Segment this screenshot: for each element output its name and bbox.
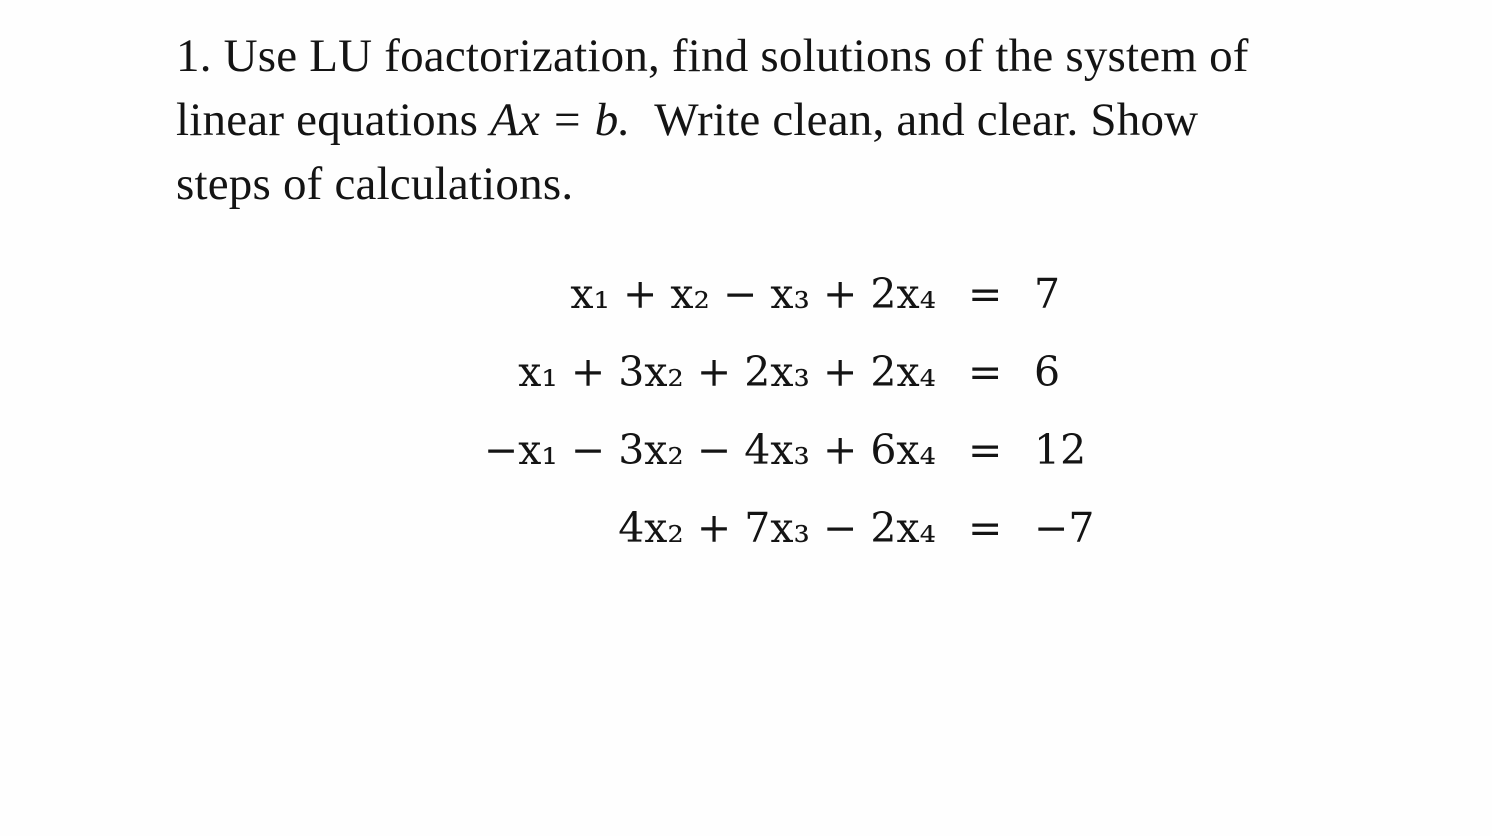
problem-line-3 <box>176 152 1376 216</box>
equation-rhs: 12 <box>1034 426 1087 474</box>
inline-math-equals: = <box>554 94 581 146</box>
equation-row <box>0 504 1492 568</box>
problem-line-2 <box>176 88 1376 152</box>
inline-math-ax: Ax <box>490 94 541 146</box>
equation-row <box>0 270 1492 334</box>
equation-rhs: 6 <box>1034 348 1061 396</box>
equals-sign: = <box>968 426 1003 474</box>
equals-sign: = <box>968 348 1003 396</box>
problem-text-2-post: Write clean, and clear. Show <box>654 94 1199 146</box>
equation-lhs: x₁ + 3x₂ + 2x₃ + 2x₄ <box>518 348 936 396</box>
equation-lhs: x₁ + x₂ − x₃ + 2x₄ <box>570 270 936 318</box>
equation-lhs: 4x₂ + 7x₃ − 2x₄ <box>618 504 936 552</box>
equation-rhs: −7 <box>1034 504 1095 552</box>
equation-lhs: −x₁ − 3x₂ − 4x₃ + 6x₄ <box>483 426 936 474</box>
problem-statement <box>176 24 1376 216</box>
equation-row <box>0 426 1492 490</box>
inline-math-b: b. <box>594 94 631 146</box>
equals-sign: = <box>968 270 1003 318</box>
problem-text-2-pre: linear equations <box>176 94 479 146</box>
equation-row <box>0 348 1492 412</box>
problem-text-1: Use LU foactorization, find solutions of the system of <box>223 30 1249 82</box>
equation-rhs: 7 <box>1034 270 1061 318</box>
equals-sign: = <box>968 504 1003 552</box>
problem-number: 1. <box>176 30 212 82</box>
problem-text-3: steps of calculations. <box>176 158 574 210</box>
problem-line-1 <box>176 24 1376 88</box>
